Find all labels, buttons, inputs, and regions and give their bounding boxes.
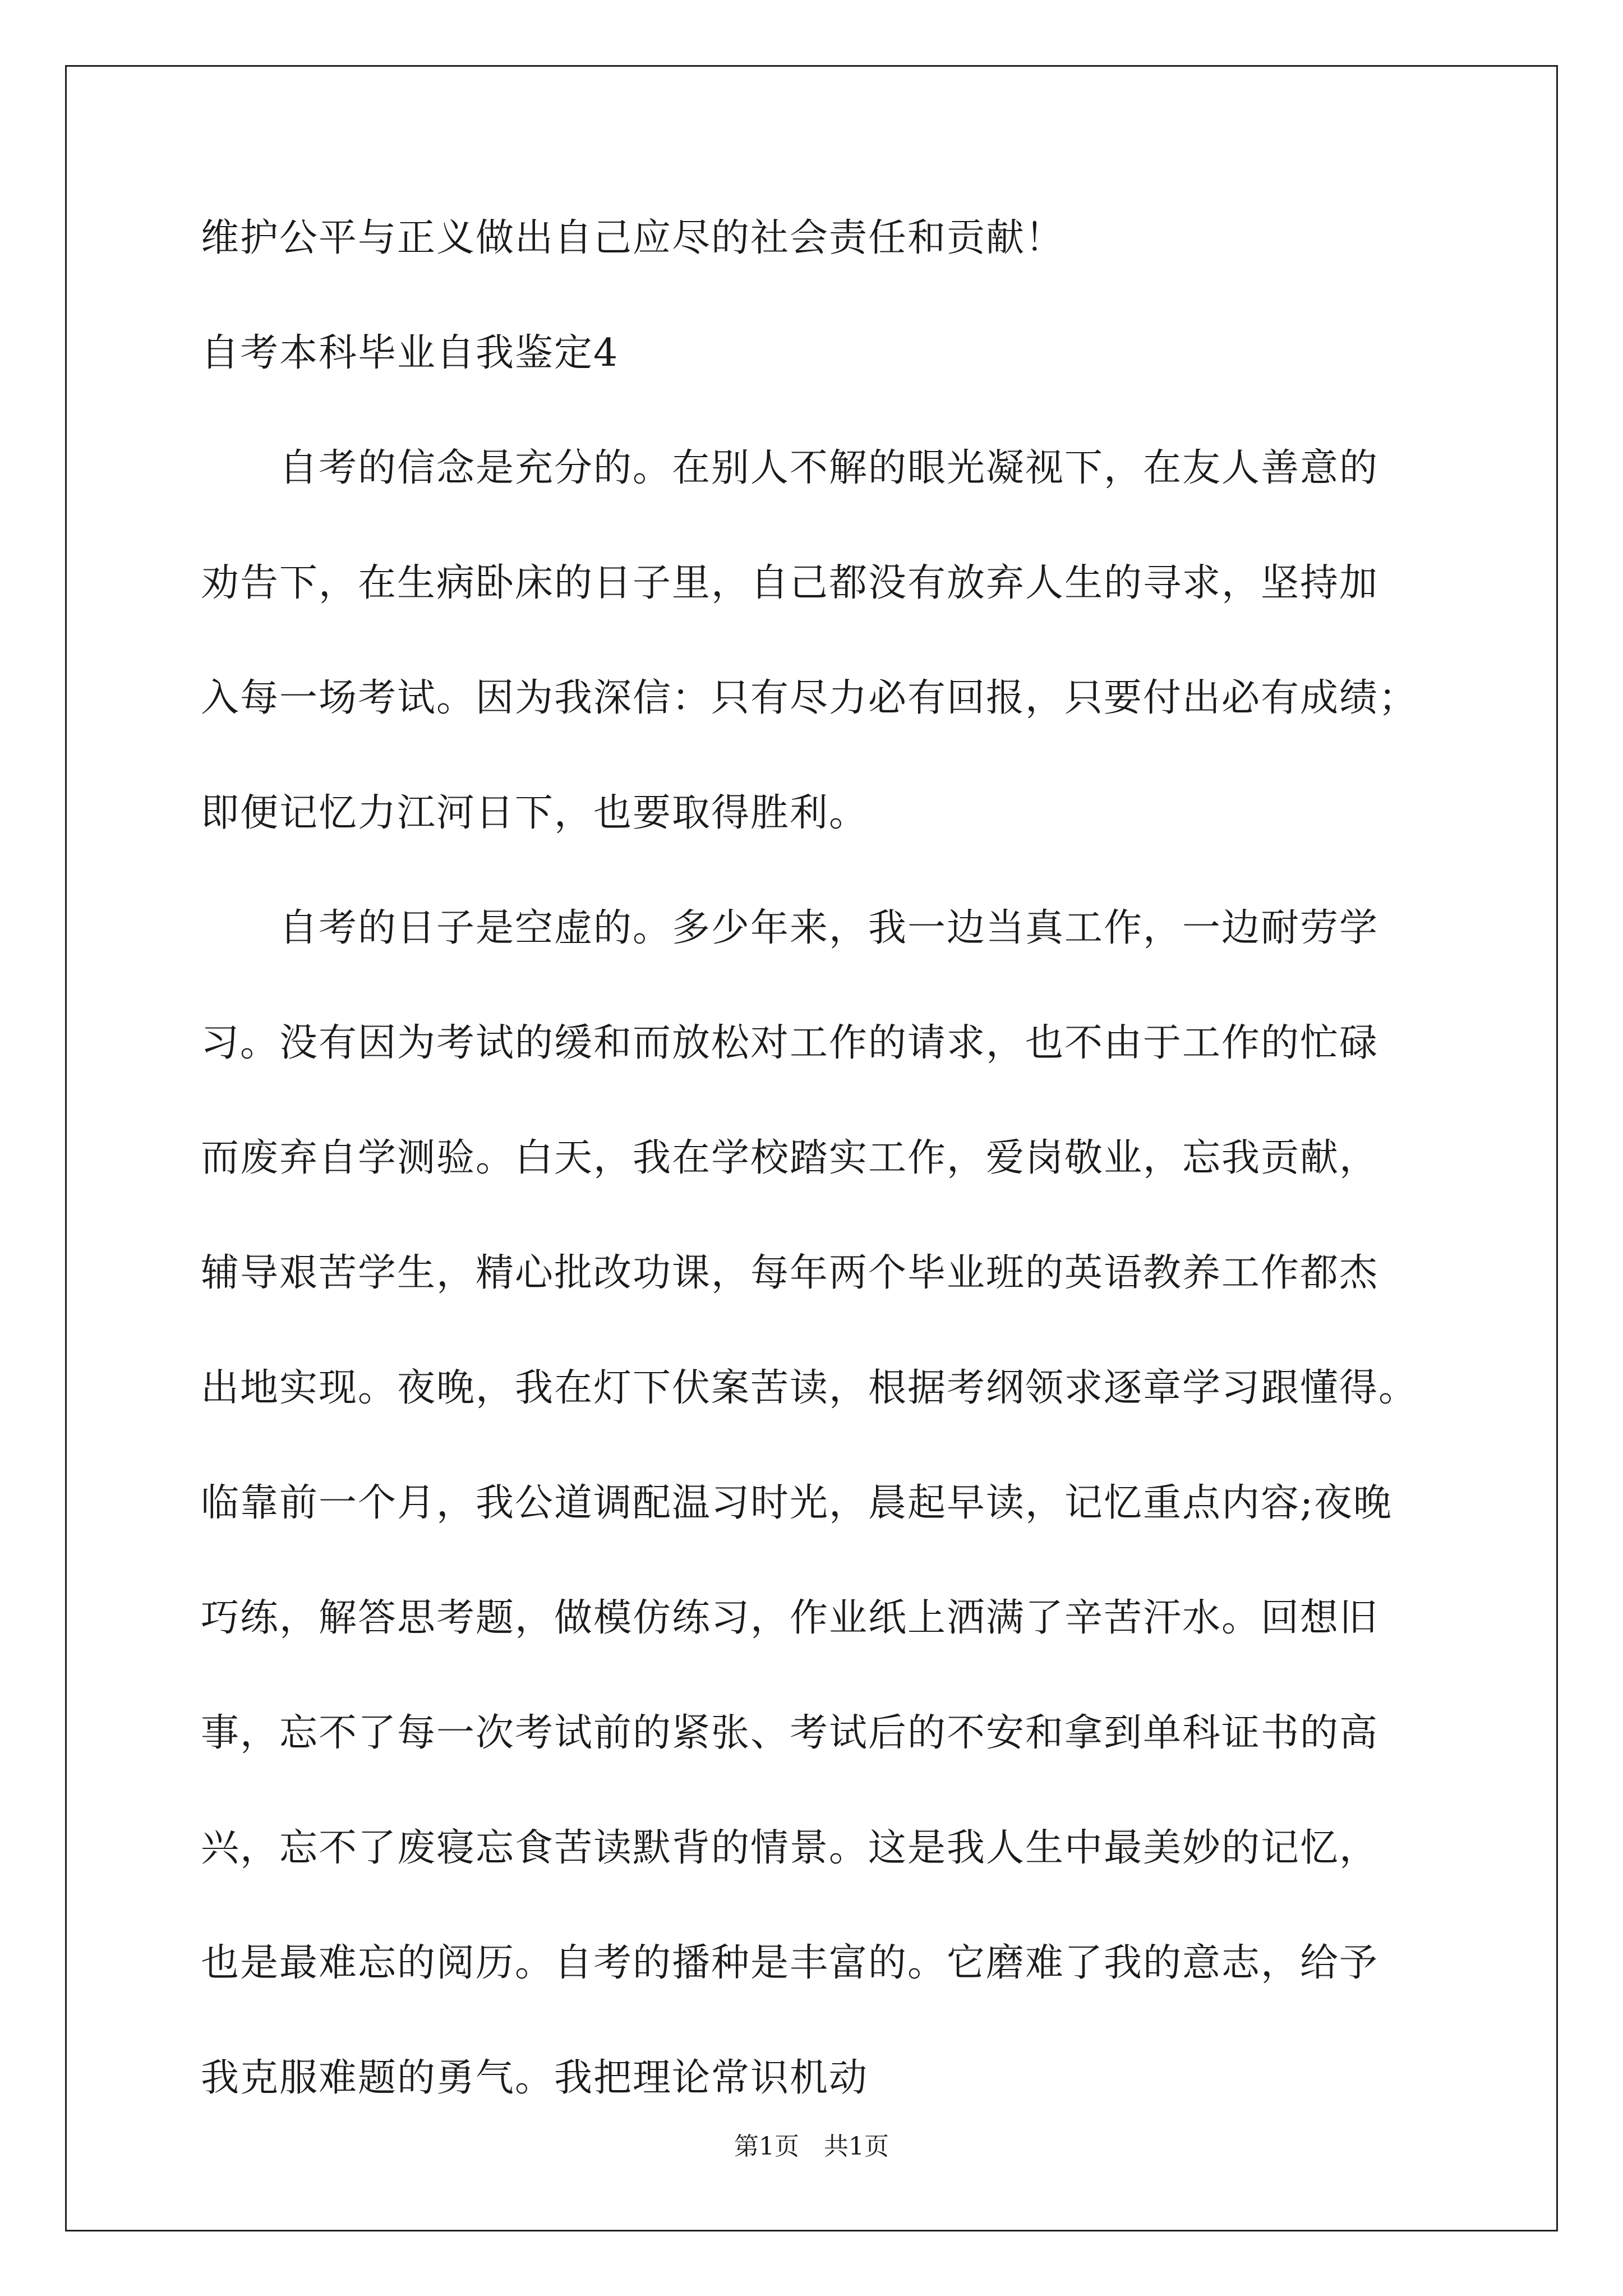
- paragraph-line: 即便记忆力江河日下，也要取得胜利。: [201, 791, 869, 835]
- paragraph-line: 出地实现。夜晚，我在灯下伏案苦读，根据考纲领求逐章学习跟懂得。: [201, 1366, 1418, 1410]
- paragraph-line: 自考的日子是空虚的。多少年来，我一边当真工作，一边耐劳学: [201, 906, 1379, 950]
- section-title: 自考本科毕业自我鉴定4: [201, 331, 619, 375]
- paragraph-line: 我克服难题的勇气。我把理论常识机动: [201, 2056, 869, 2100]
- paragraph-line: 劝告下，在生病卧床的日子里，自己都没有放弃人生的寻求，坚持加: [201, 561, 1379, 605]
- paragraph-line: 辅导艰苦学生，精心批改功课，每年两个毕业班的英语教养工作都杰: [201, 1251, 1379, 1295]
- paragraph-line: 临靠前一个月，我公道调配温习时光，晨起早读，记忆重点内容;夜晚: [201, 1481, 1393, 1525]
- document-body: [201, 213, 1446, 2104]
- paragraph-line: 巧练，解答思考题，做模仿练习，作业纸上洒满了辛苦汗水。回想旧: [201, 1596, 1379, 1640]
- paragraph-line: 而废弃自学测验。白天，我在学校踏实工作，爱岗敬业，忘我贡献，: [201, 1136, 1379, 1180]
- continuation-line: 维护公平与正义做出自己应尽的社会责任和贡献！: [201, 216, 1065, 260]
- paragraph-line: 兴，忘不了废寝忘食苦读默背的情景。这是我人生中最美妙的记忆，: [201, 1826, 1379, 1870]
- paragraph-line: 自考的信念是充分的。在别人不解的眼光凝视下，在友人善意的: [201, 446, 1379, 490]
- paragraph-line: 也是最难忘的阅历。自考的播种是丰富的。它磨难了我的意志，给予: [201, 1941, 1379, 1985]
- paragraph-line: 入每一场考试。因为我深信：只有尽力必有回报，只要付出必有成绩；: [201, 676, 1418, 720]
- paragraph-2: [201, 903, 1446, 2104]
- paragraph-line: 事，忘不了每一次考试前的紧张、考试后的不安和拿到单科证书的高: [201, 1711, 1379, 1755]
- page-footer: 第1页 共1页: [734, 2132, 889, 2161]
- paragraph-1: [201, 443, 1446, 839]
- paragraph-line: 习。没有因为考试的缓和而放松对工作的请求，也不由于工作的忙碌: [201, 1021, 1379, 1065]
